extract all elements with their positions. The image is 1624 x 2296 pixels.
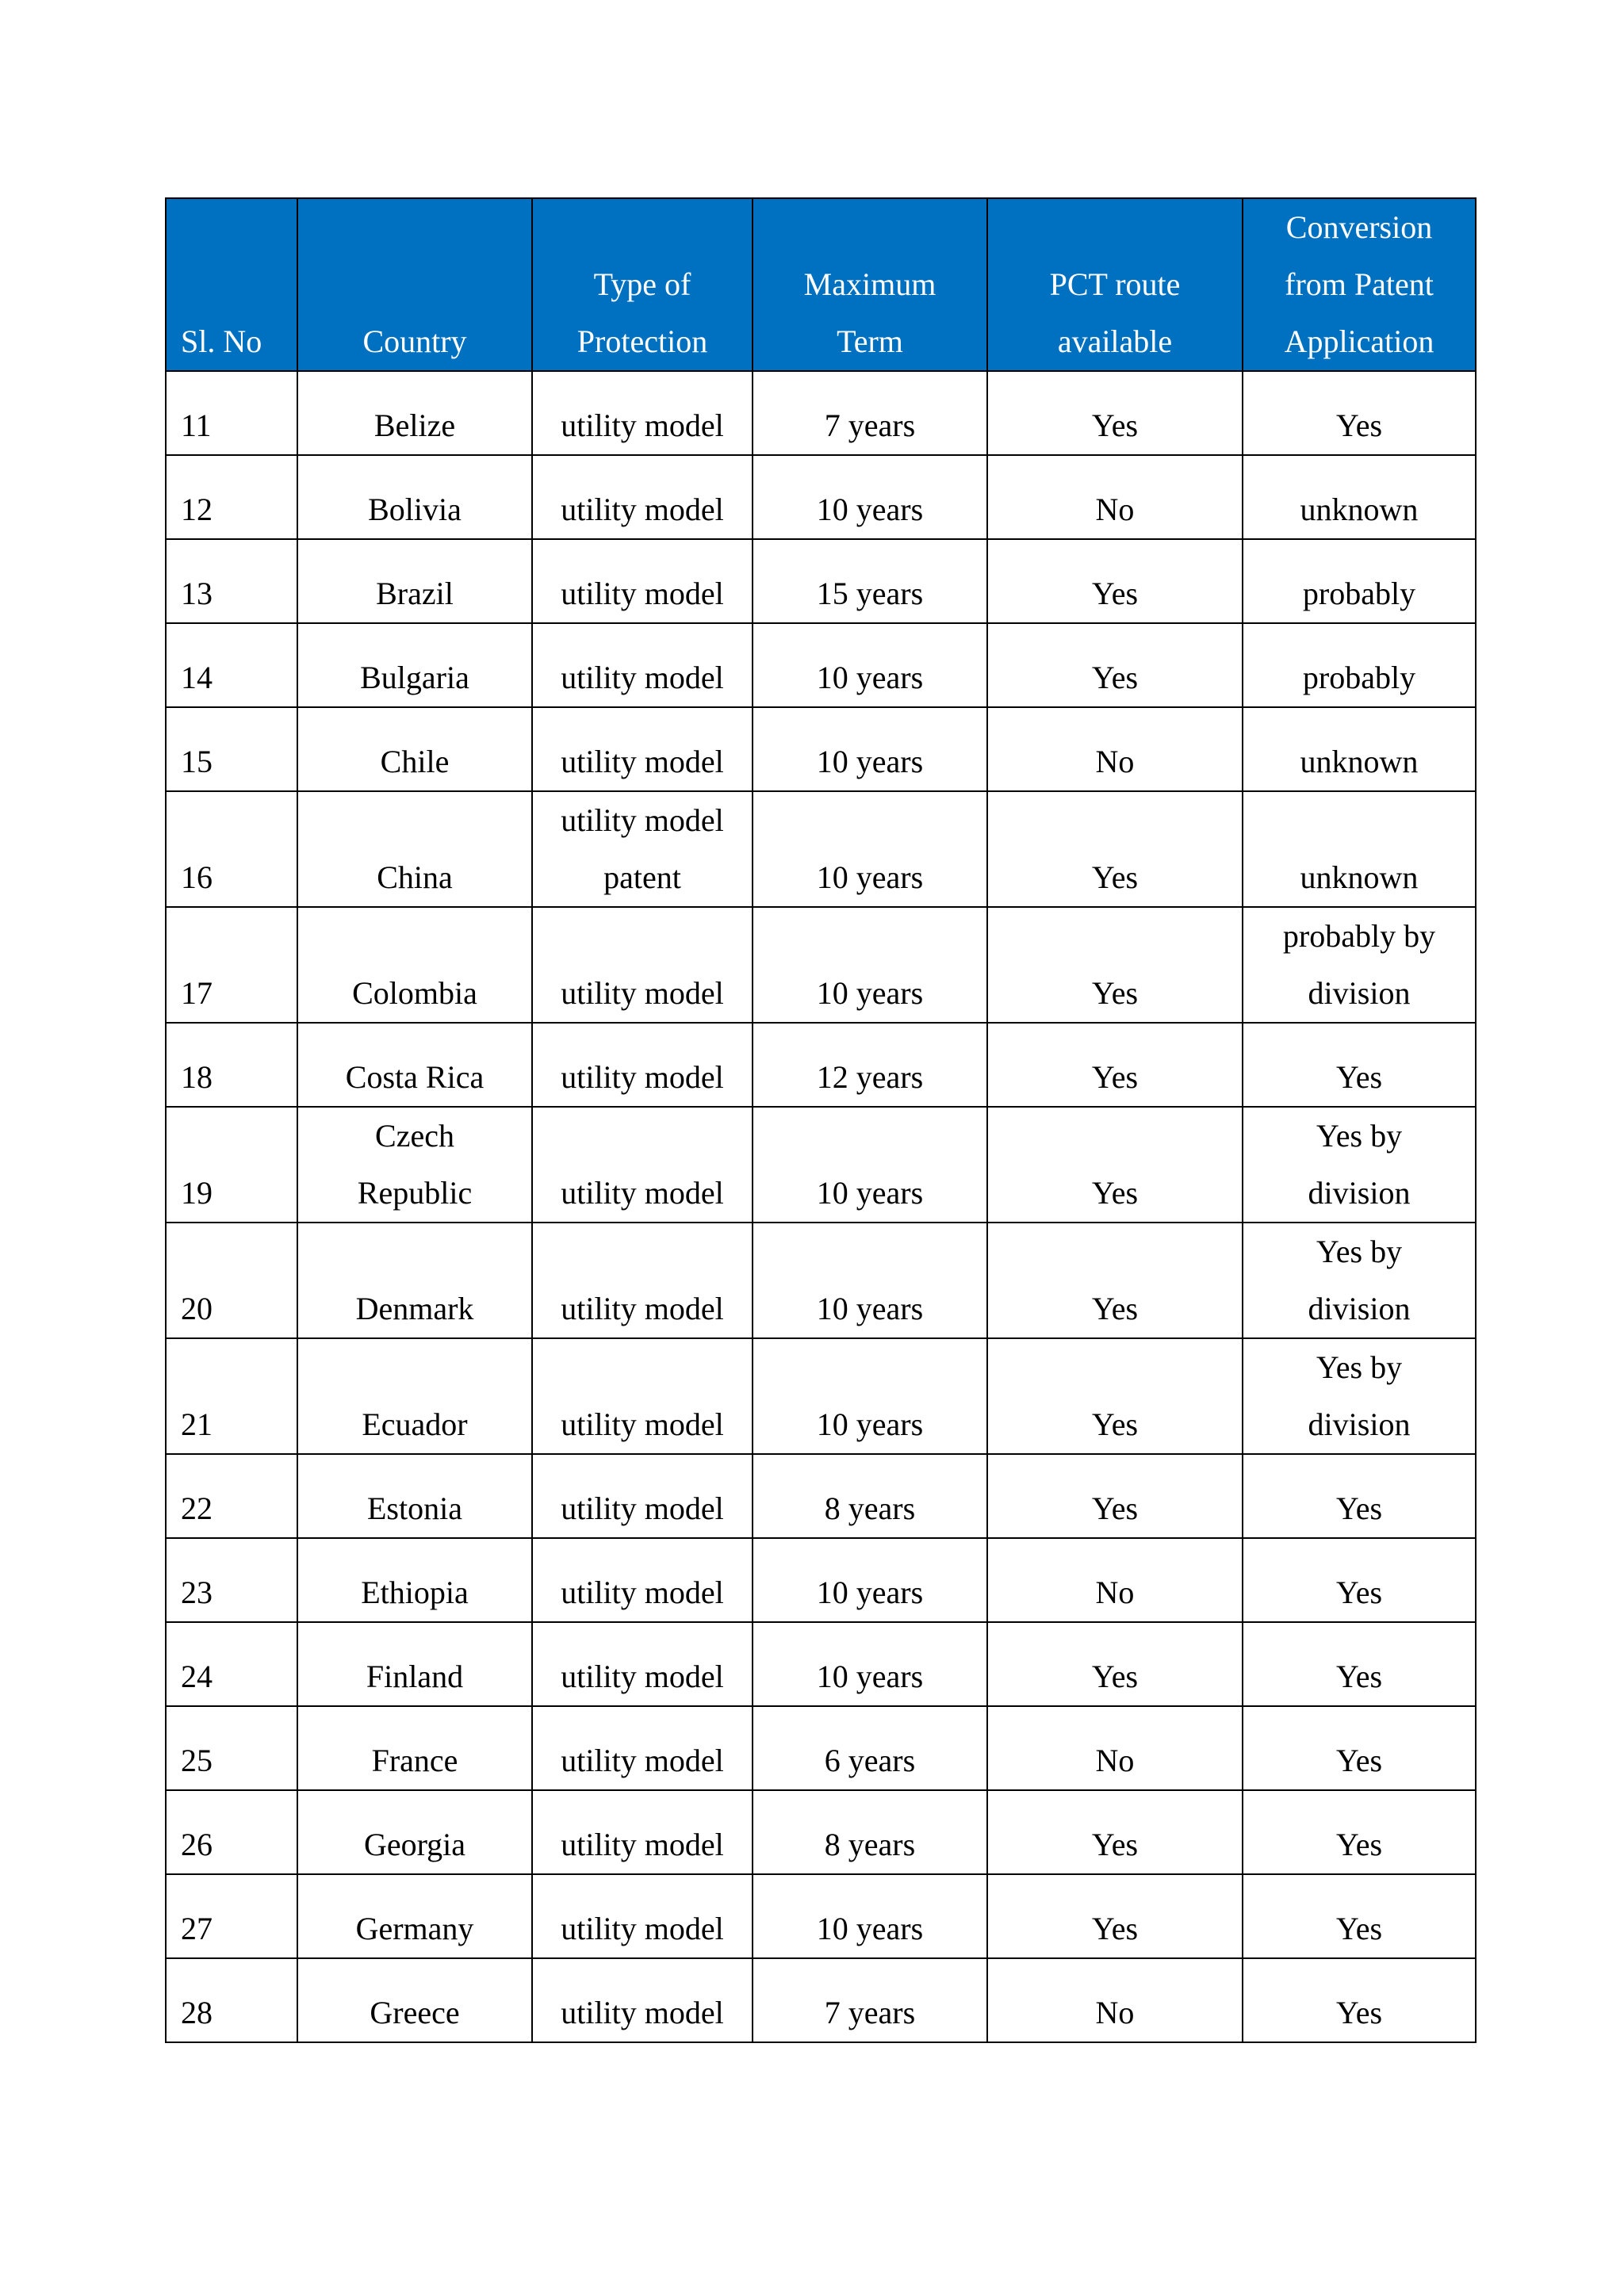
cell-text: 19: [181, 1175, 213, 1211]
cell-text: 17: [181, 975, 213, 1011]
type-of-protection-cell: [532, 1874, 753, 1958]
table-row: [166, 1107, 1476, 1223]
table-row: [166, 707, 1476, 791]
pct-route-cell: [987, 907, 1243, 1023]
cell-text: 25: [181, 1743, 213, 1778]
conversion-header: [1243, 198, 1476, 371]
cell-text: Yes: [1335, 1575, 1383, 1610]
cell-text: utility model: [561, 1659, 724, 1694]
sl-no-cell: [166, 1454, 297, 1538]
pct-route-cell: [987, 1338, 1243, 1454]
cell-text: No: [1095, 492, 1135, 527]
sl-no-header: [166, 198, 297, 371]
pct-route-cell: [987, 1107, 1243, 1223]
pct-route-cell: [987, 1538, 1243, 1622]
pct-route-cell: [987, 1023, 1243, 1107]
cell-text: 16: [181, 859, 213, 895]
cell-text: 15: [181, 744, 213, 779]
cell-text: probably: [1302, 576, 1416, 611]
cell-text: utility model: [561, 802, 724, 838]
cell-text: 20: [181, 1291, 213, 1326]
cell-text: utility model: [561, 1575, 724, 1610]
maximum-term-cell: [753, 791, 987, 907]
table-row: [166, 1454, 1476, 1538]
cell-text: Yes: [1091, 1175, 1139, 1211]
cell-text: 10 years: [816, 1911, 924, 1946]
header-line: Country: [362, 323, 467, 359]
header-line: Conversion: [1285, 209, 1433, 245]
cell-text: Yes: [1091, 1490, 1139, 1526]
table-row: [166, 623, 1476, 707]
cell-text: 7 years: [824, 408, 916, 443]
conversion-cell: [1243, 371, 1476, 455]
cell-text: 12 years: [816, 1059, 924, 1095]
conversion-cell: [1243, 623, 1476, 707]
sl-no-cell: [166, 1338, 297, 1454]
cell-text: 21: [181, 1406, 213, 1442]
sl-no-cell: [166, 1223, 297, 1338]
type-of-protection-cell: [532, 1538, 753, 1622]
cell-text: utility model: [561, 1490, 724, 1526]
conversion-cell: [1243, 1454, 1476, 1538]
conversion-cell: [1243, 1622, 1476, 1706]
cell-text: 23: [181, 1575, 213, 1610]
sl-no-cell: [166, 1023, 297, 1107]
cell-text: Yes: [1091, 1291, 1139, 1326]
cell-text: 6 years: [824, 1743, 916, 1778]
table-row: [166, 455, 1476, 539]
type-of-protection-cell: [532, 707, 753, 791]
maximum-term-cell: [753, 1338, 987, 1454]
sl-no-cell: [166, 623, 297, 707]
cell-text: 14: [181, 660, 213, 695]
cell-text: division: [1308, 1175, 1411, 1211]
sl-no-cell: [166, 1107, 297, 1223]
cell-text: 13: [181, 576, 213, 611]
protection-table: [165, 197, 1477, 2043]
header-line: Term: [837, 323, 903, 359]
table-row: [166, 539, 1476, 623]
cell-text: utility model: [561, 1911, 724, 1946]
cell-text: Yes: [1335, 1059, 1383, 1095]
type-of-protection-cell: [532, 623, 753, 707]
table-header: [166, 198, 1476, 371]
sl-no-cell: [166, 791, 297, 907]
country-cell: [297, 707, 532, 791]
cell-text: 10 years: [816, 1406, 924, 1442]
cell-text: Czech: [375, 1118, 454, 1154]
country-cell: [297, 1107, 532, 1223]
country-cell: [297, 1790, 532, 1874]
cell-text: Bolivia: [368, 492, 462, 527]
type-of-protection-cell: [532, 1706, 753, 1790]
cell-text: 10 years: [816, 1291, 924, 1326]
header-line: Maximum: [803, 266, 936, 302]
table-row: [166, 1622, 1476, 1706]
cell-text: No: [1095, 744, 1135, 779]
header-line: Application: [1284, 323, 1434, 359]
header-line: Protection: [576, 323, 708, 359]
sl-no-cell: [166, 907, 297, 1023]
maximum-term-cell: [753, 1107, 987, 1223]
cell-text: 26: [181, 1827, 213, 1862]
cell-text: Georgia: [363, 1827, 466, 1862]
cell-text: France: [371, 1743, 458, 1778]
conversion-cell: [1243, 1223, 1476, 1338]
cell-text: utility model: [561, 1291, 724, 1326]
cell-text: Greece: [370, 1995, 460, 2030]
country-cell: [297, 1706, 532, 1790]
cell-text: 28: [181, 1995, 213, 2030]
conversion-cell: [1243, 1107, 1476, 1223]
country-cell: [297, 371, 532, 455]
type-of-protection-cell: [532, 791, 753, 907]
country-cell: [297, 791, 532, 907]
cell-text: Yes: [1335, 1995, 1383, 2030]
header-line: Sl. No: [181, 323, 262, 359]
conversion-cell: [1243, 1874, 1476, 1958]
table-row: [166, 1223, 1476, 1338]
pct-route-header: [987, 198, 1243, 371]
cell-text: 10 years: [816, 1575, 924, 1610]
maximum-term-cell: [753, 1023, 987, 1107]
cell-text: 10 years: [816, 975, 924, 1011]
type-of-protection-cell: [532, 455, 753, 539]
pct-route-cell: [987, 707, 1243, 791]
sl-no-cell: [166, 1958, 297, 2042]
pct-route-cell: [987, 455, 1243, 539]
maximum-term-cell: [753, 1223, 987, 1338]
cell-text: Yes: [1091, 1059, 1139, 1095]
maximum-term-cell: [753, 623, 987, 707]
pct-route-cell: [987, 1706, 1243, 1790]
pct-route-cell: [987, 1454, 1243, 1538]
sl-no-cell: [166, 371, 297, 455]
cell-text: utility model: [561, 1175, 724, 1211]
cell-text: Yes by: [1316, 1118, 1403, 1154]
conversion-cell: [1243, 455, 1476, 539]
cell-text: 18: [181, 1059, 213, 1095]
country-cell: [297, 1874, 532, 1958]
cell-text: Yes: [1335, 1827, 1383, 1862]
type-of-protection-cell: [532, 1223, 753, 1338]
cell-text: Belize: [373, 408, 456, 443]
cell-text: 27: [181, 1911, 213, 1946]
cell-text: Yes: [1335, 1743, 1383, 1778]
type-of-protection-cell: [532, 1107, 753, 1223]
table-row: [166, 907, 1476, 1023]
type-of-protection-header: [532, 198, 753, 371]
cell-text: unknown: [1300, 492, 1419, 527]
cell-text: Yes by: [1316, 1234, 1403, 1269]
cell-text: Ethiopia: [361, 1575, 469, 1610]
cell-text: Yes by: [1316, 1349, 1403, 1385]
conversion-cell: [1243, 1790, 1476, 1874]
maximum-term-cell: [753, 371, 987, 455]
table-row: [166, 1958, 1476, 2042]
type-of-protection-cell: [532, 1622, 753, 1706]
cell-text: utility model: [561, 1059, 724, 1095]
country-cell: [297, 1454, 532, 1538]
cell-text: utility model: [561, 1995, 724, 2030]
cell-text: 15 years: [816, 576, 924, 611]
pct-route-cell: [987, 371, 1243, 455]
maximum-term-cell: [753, 1454, 987, 1538]
cell-text: unknown: [1300, 859, 1419, 895]
cell-text: 10 years: [816, 492, 924, 527]
type-of-protection-cell: [532, 1023, 753, 1107]
type-of-protection-cell: [532, 539, 753, 623]
cell-text: Colombia: [352, 975, 477, 1011]
header-line: from Patent: [1285, 266, 1434, 302]
country-cell: [297, 623, 532, 707]
table-row: [166, 791, 1476, 907]
cell-text: 12: [181, 492, 213, 527]
cell-text: Yes: [1335, 408, 1383, 443]
cell-text: Yes: [1091, 1659, 1139, 1694]
cell-text: Finland: [366, 1659, 464, 1694]
pct-route-cell: [987, 1958, 1243, 2042]
cell-text: Brazil: [376, 576, 454, 611]
pct-route-cell: [987, 1622, 1243, 1706]
pct-route-cell: [987, 791, 1243, 907]
cell-text: patent: [603, 859, 681, 895]
conversion-cell: [1243, 1023, 1476, 1107]
table-row: [166, 1706, 1476, 1790]
pct-route-cell: [987, 1223, 1243, 1338]
cell-text: 10 years: [816, 859, 924, 895]
table-row: [166, 1023, 1476, 1107]
cell-text: utility model: [561, 408, 724, 443]
table-row: [166, 1874, 1476, 1958]
header-line: available: [1057, 323, 1173, 359]
cell-text: 10 years: [816, 1659, 924, 1694]
cell-text: 11: [181, 408, 212, 443]
maximum-term-cell: [753, 539, 987, 623]
cell-text: Republic: [357, 1175, 473, 1211]
country-cell: [297, 1538, 532, 1622]
country-cell: [297, 539, 532, 623]
cell-text: division: [1308, 975, 1411, 1011]
cell-text: Yes: [1335, 1659, 1383, 1694]
cell-text: 8 years: [824, 1490, 916, 1526]
cell-text: Yes: [1091, 660, 1139, 695]
maximum-term-cell: [753, 1622, 987, 1706]
cell-text: No: [1095, 1995, 1135, 2030]
cell-text: 10 years: [816, 660, 924, 695]
conversion-cell: [1243, 1538, 1476, 1622]
cell-text: 24: [181, 1659, 213, 1694]
cell-text: No: [1095, 1743, 1135, 1778]
cell-text: Estonia: [367, 1490, 462, 1526]
cell-text: Germany: [355, 1911, 474, 1946]
sl-no-cell: [166, 1622, 297, 1706]
type-of-protection-cell: [532, 1790, 753, 1874]
conversion-cell: [1243, 539, 1476, 623]
table-row: [166, 371, 1476, 455]
pct-route-cell: [987, 1874, 1243, 1958]
maximum-term-cell: [753, 1790, 987, 1874]
maximum-term-cell: [753, 707, 987, 791]
sl-no-cell: [166, 1790, 297, 1874]
country-cell: [297, 455, 532, 539]
cell-text: Yes: [1091, 975, 1139, 1011]
cell-text: utility model: [561, 492, 724, 527]
cell-text: utility model: [561, 576, 724, 611]
conversion-cell: [1243, 1338, 1476, 1454]
header-row: [166, 198, 1476, 371]
sl-no-cell: [166, 539, 297, 623]
cell-text: No: [1095, 1575, 1135, 1610]
country-cell: [297, 1023, 532, 1107]
cell-text: 10 years: [816, 744, 924, 779]
pct-route-cell: [987, 539, 1243, 623]
type-of-protection-cell: [532, 907, 753, 1023]
cell-text: Yes: [1091, 859, 1139, 895]
type-of-protection-cell: [532, 1454, 753, 1538]
cell-text: utility model: [561, 744, 724, 779]
country-header: [297, 198, 532, 371]
sl-no-cell: [166, 1706, 297, 1790]
cell-text: 10 years: [816, 1175, 924, 1211]
cell-text: probably: [1302, 660, 1416, 695]
pct-route-cell: [987, 1790, 1243, 1874]
type-of-protection-cell: [532, 1958, 753, 2042]
table-row: [166, 1338, 1476, 1454]
table-body: [166, 371, 1476, 2042]
country-cell: [297, 1223, 532, 1338]
sl-no-cell: [166, 1874, 297, 1958]
cell-text: 7 years: [824, 1995, 916, 2030]
cell-text: unknown: [1300, 744, 1419, 779]
table-row: [166, 1790, 1476, 1874]
cell-text: Costa Rica: [345, 1059, 485, 1095]
maximum-term-cell: [753, 1538, 987, 1622]
cell-text: probably by: [1282, 918, 1436, 954]
conversion-cell: [1243, 707, 1476, 791]
cell-text: Chile: [380, 744, 450, 779]
country-cell: [297, 1622, 532, 1706]
cell-text: 8 years: [824, 1827, 916, 1862]
type-of-protection-cell: [532, 1338, 753, 1454]
conversion-cell: [1243, 907, 1476, 1023]
cell-text: 22: [181, 1490, 213, 1526]
cell-text: Yes: [1335, 1490, 1383, 1526]
cell-text: Yes: [1335, 1911, 1383, 1946]
conversion-cell: [1243, 791, 1476, 907]
country-cell: [297, 1958, 532, 2042]
maximum-term-cell: [753, 1958, 987, 2042]
country-cell: [297, 907, 532, 1023]
header-line: PCT route: [1049, 266, 1181, 302]
cell-text: utility model: [561, 1406, 724, 1442]
table-row: [166, 1538, 1476, 1622]
cell-text: Yes: [1091, 1406, 1139, 1442]
conversion-cell: [1243, 1958, 1476, 2042]
country-cell: [297, 1338, 532, 1454]
cell-text: utility model: [561, 1827, 724, 1862]
cell-text: Denmark: [355, 1291, 474, 1326]
cell-text: Yes: [1091, 576, 1139, 611]
maximum-term-cell: [753, 907, 987, 1023]
sl-no-cell: [166, 455, 297, 539]
cell-text: division: [1308, 1406, 1411, 1442]
cell-text: Ecuador: [362, 1406, 468, 1442]
type-of-protection-cell: [532, 371, 753, 455]
conversion-cell: [1243, 1706, 1476, 1790]
maximum-term-cell: [753, 1706, 987, 1790]
maximum-term-cell: [753, 455, 987, 539]
cell-text: utility model: [561, 975, 724, 1011]
cell-text: division: [1308, 1291, 1411, 1326]
cell-text: Yes: [1091, 1827, 1139, 1862]
cell-text: China: [377, 859, 453, 895]
sl-no-cell: [166, 707, 297, 791]
header-line: Type of: [593, 266, 691, 302]
cell-text: Yes: [1091, 1911, 1139, 1946]
maximum-term-header: [753, 198, 987, 371]
cell-text: utility model: [561, 660, 724, 695]
maximum-term-cell: [753, 1874, 987, 1958]
pct-route-cell: [987, 623, 1243, 707]
cell-text: Yes: [1091, 408, 1139, 443]
sl-no-cell: [166, 1538, 297, 1622]
cell-text: Bulgaria: [360, 660, 469, 695]
cell-text: utility model: [561, 1743, 724, 1778]
